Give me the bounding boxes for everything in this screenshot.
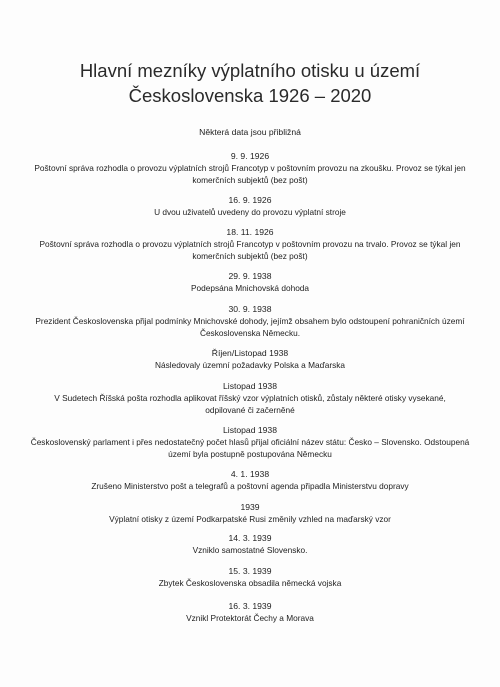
approximate-dates-note: Některá data jsou přibližná bbox=[199, 127, 301, 137]
entry-date: 15. 3. 1939 bbox=[228, 566, 272, 576]
timeline-entry bbox=[30, 469, 470, 493]
title-line-1: Hlavní mezníky výplatního otisku u území bbox=[79, 60, 421, 81]
entry-date: 4. 1. 1938 bbox=[230, 469, 270, 479]
timeline-entry bbox=[30, 533, 470, 557]
timeline-entry bbox=[30, 425, 470, 460]
entry-date: 30. 9. 1938 bbox=[228, 304, 272, 314]
entry-text: U dvou uživatelů uvedeny do provozu výplatní stroje bbox=[154, 207, 346, 217]
entry-date: 14. 3. 1939 bbox=[228, 533, 272, 543]
entry-date: 1939 bbox=[240, 502, 260, 512]
entry-text: Prezident Československa přijal podmínky Mnichovské dohody, jejímž obsahem bylo odstoupení pohraničních území Československa Německu. bbox=[35, 316, 465, 338]
entry-text: Vzniklo samostatné Slovensko. bbox=[192, 545, 308, 555]
entry-date: Říjen/Listopad 1938 bbox=[211, 348, 289, 358]
timeline-entry bbox=[28, 304, 472, 339]
timeline-entry bbox=[30, 502, 470, 526]
timeline-entry bbox=[30, 566, 470, 590]
entry-date: Listopad 1938 bbox=[223, 381, 277, 391]
entry-date: Listopad 1938 bbox=[223, 425, 277, 435]
timeline-entry bbox=[40, 381, 460, 416]
timeline-entry bbox=[30, 601, 470, 625]
timeline-entry bbox=[30, 271, 470, 295]
entry-text: V Sudetech Říšská pošta rozhodla aplikovat říšský vzor výplatních otisků, zůstaly některé otisky vysekané, odpilované či začerněné bbox=[54, 393, 446, 415]
entry-text: Poštovní správa rozhodla o provozu výplatních strojů Francotyp v poštovním provozu na trvalo. Provoz se týkal jen komerčních subjektů (bez pošt) bbox=[39, 239, 461, 261]
entry-text: Zrušeno Ministerstvo pošt a telegrafů a poštovní agenda připadla Ministerstvu dopravy bbox=[91, 481, 409, 491]
timeline-entry bbox=[30, 195, 470, 219]
timeline-entry bbox=[30, 227, 470, 262]
entry-text: Výplatní otisky z území Podkarpatské Rusi změnily vzhled na maďarský vzor bbox=[109, 514, 391, 524]
entry-date: 16. 9. 1926 bbox=[228, 195, 272, 205]
entry-text: Zbytek Československa obsadila německá vojska bbox=[158, 578, 342, 588]
entry-text: Poštovní správa rozhodla o provozu výplatních strojů Francotyp v poštovním provozu na zkoušku. Provoz se týkal jen komerčních subjektů (bez pošt) bbox=[34, 163, 466, 185]
entry-text: Následovaly územní požadavky Polska a Maďarska bbox=[154, 360, 346, 370]
timeline-entry bbox=[30, 348, 470, 372]
title-line-2: Československa 1926 – 2020 bbox=[128, 85, 372, 106]
entry-text: Československý parlament i přes nedostatečný počet hlasů přijal oficiální název státu: Česko – Slovensko. Odstoupená území byla postupně postupována Německu bbox=[30, 437, 470, 459]
entry-text: Podepsána Mnichovská dohoda bbox=[190, 283, 310, 293]
entry-date: 9. 9. 1926 bbox=[230, 151, 270, 161]
entry-text: Vznikl Protektorát Čechy a Morava bbox=[186, 613, 314, 623]
entry-date: 16. 3. 1939 bbox=[228, 601, 272, 611]
entry-date: 18. 11. 1926 bbox=[226, 227, 274, 237]
entry-date: 29. 9. 1938 bbox=[228, 271, 272, 281]
timeline-entry bbox=[30, 151, 470, 186]
